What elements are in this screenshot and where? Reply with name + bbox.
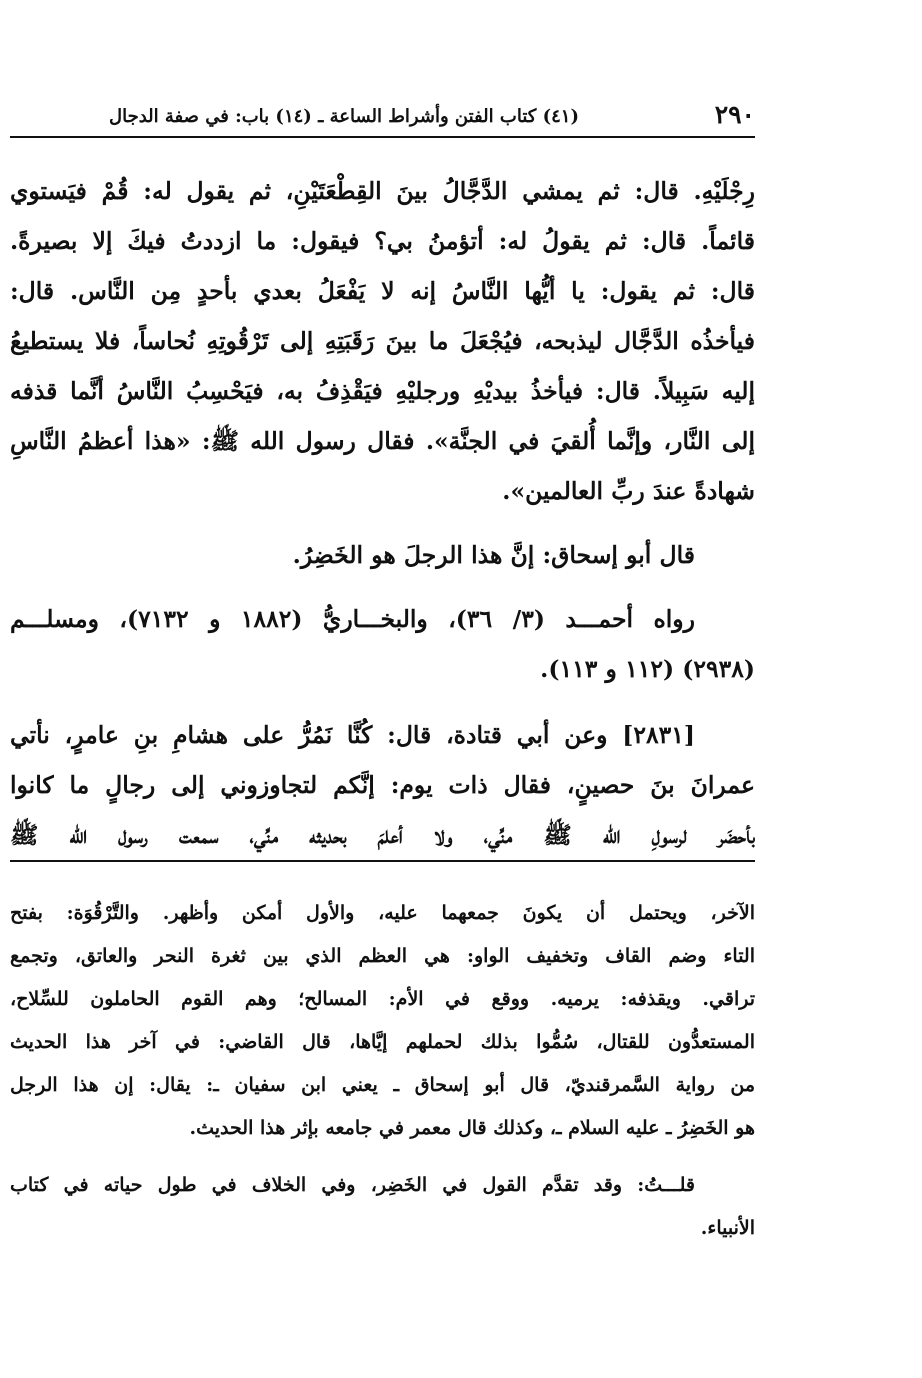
text-line: فيأخذُه الدَّجَّال ليذبحه، فيُجْعَلَ ما بينَ رَقَبَتِهِ إلى تَرْقُوتِهِ نُحاساً، فلا يستطيعُ	[10, 327, 755, 355]
text-line: عمرانَ بنَ حصينٍ، فقال ذات يوم: إنَّكم لتجاوزوني إلى رجالٍ ما كانوا	[10, 771, 755, 799]
footnote-note-paragraph	[10, 1164, 755, 1250]
footnote-line: الأنبياء.	[700, 1217, 755, 1239]
footnotes	[10, 892, 755, 1250]
hadith-continuation-paragraph	[10, 166, 755, 516]
text-line: رواه أحمـــد (٣/ ٣٦)، والبخـــاريُّ (١٨٨٢ و ٧١٣٢)، ومسلـــم	[10, 605, 695, 633]
footnote-line: المستعدُّون للقتال، سُمُّوا بذلك لحملهم إيَّاها، قال القاضي: في آخر هذا الحديث	[10, 1031, 755, 1053]
footnote-line: قلـــتُ: وقد تقدَّم القول في الخَضِر، وفي الخلاف في طول حياته في كتاب	[10, 1174, 695, 1196]
footnote-line: التاء وضم القاف وتخفيف الواو: هي العظم الذي بين ثغرة النحر والعاتق، وتجمع	[10, 945, 755, 967]
header-title: (٤١) كتاب الفتن وأشراط الساعة ـ (١٤) باب: في صفة الدجال	[109, 106, 579, 127]
footnote-line: من رواية السَّمرقنديّ، قال أبو إسحاق ـ يعني ابن سفيان ـ: يقال: إن هذا الرجل	[10, 1074, 755, 1096]
narration-references	[10, 594, 755, 694]
footnote-line: هو الخَضِرُ ـ عليه السلام ـ، وكذلك قال معمر في جامعه بإثر هذا الحديث.	[189, 1117, 755, 1139]
footnote-paragraph	[10, 892, 755, 1150]
footnote-line: تراقي. ويقذفه: يرميه. ووقع في الأم: المسالح؛ وهم القوم الحاملون للسِّلاح،	[10, 988, 755, 1010]
text-line: إليه سَبِيلاً. قال: فيأخذُ بيديْهِ ورجليْهِ فيَقْذِفُ به، فيَحْسِبُ النَّاسُ أنَّما قذفه	[10, 377, 755, 405]
text-line: قال: ثم يقول: يا أيُّها النَّاسُ إنه لا يَفْعَلُ بعدي بأحدٍ مِن النَّاس. قال:	[10, 277, 755, 305]
footnote-divider	[10, 860, 755, 862]
text-line: إلى النَّار، وإنَّما أُلقيَ في الجنَّة». فقال رسول الله ﷺ: «هذا أعظمُ النَّاسِ	[10, 427, 755, 455]
text-line: قائماً. قال: ثم يقولُ له: أتؤمنُ بي؟ فيقول: ما ازددتُ فيكَ إلا بصيرةً.	[10, 227, 755, 255]
main-text	[10, 166, 755, 860]
abu-ishaq-statement	[10, 530, 755, 580]
footnote-line: الآخر، ويحتمل أن يكونَ جمعهما عليه، والأول أمكن وأظهر. والتَّرْقُوَة: بفتح	[10, 902, 755, 924]
text-line: [٢٨٣١] وعن أبي قتادة، قال: كُنَّا نَمُرُّ على هشامِ بنِ عامرٍ، نأتي	[10, 721, 695, 749]
running-header	[10, 98, 755, 138]
text-line: (٢٩٣٨) (١١٢ و ١١٣).	[540, 655, 755, 683]
text-line: شهادةً عندَ ربِّ العالمين».	[502, 477, 755, 505]
hadith-2831-paragraph	[10, 710, 755, 860]
text-line: قال أبو إسحاق: إنَّ هذا الرجلَ هو الخَضِرُ.	[292, 541, 695, 569]
text-line: رِجْلَيْهِ. قال: ثم يمشي الدَّجَّالُ بينَ القِطْعَتَيْنِ، ثم يقول له: قُمْ فيَستوي	[10, 177, 755, 205]
text-line: بأحضَر لرسولِ الله ﷺ منِّي، ولا أعلمَ بحديثه منِّي، سمعت رسول الله ﷺ	[10, 821, 755, 849]
page-number: ٢٩٠	[714, 100, 755, 129]
